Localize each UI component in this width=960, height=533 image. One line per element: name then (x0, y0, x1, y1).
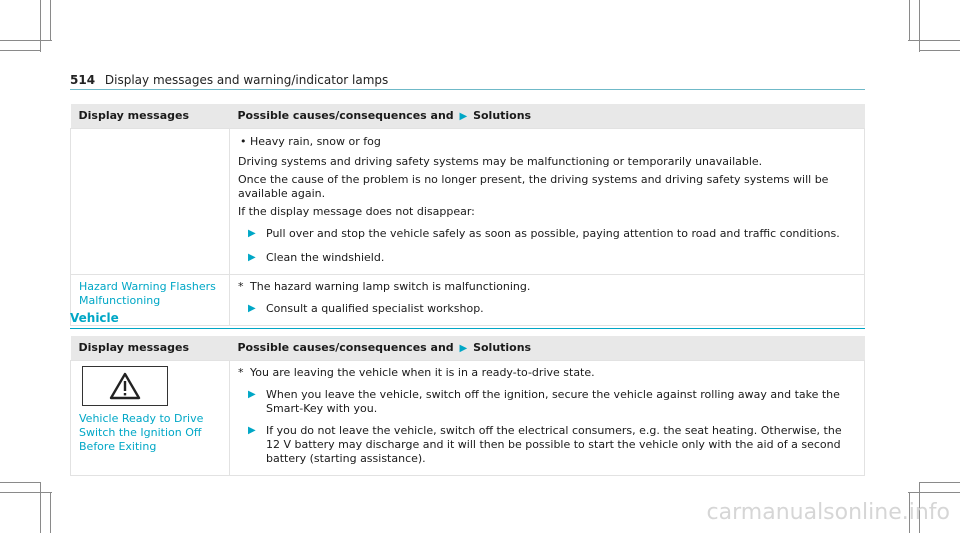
crop-mark (908, 40, 960, 41)
message-table-2 (70, 336, 865, 476)
header-rule (70, 89, 865, 90)
crop-mark (919, 0, 920, 52)
col-header-solutions-text: Solutions (473, 340, 532, 354)
arrow-right-icon: ▶ (248, 228, 256, 239)
cause-cell (230, 129, 865, 275)
solution-step (238, 251, 856, 265)
col-header-display-messages: Display messages (71, 104, 230, 129)
section-rule (70, 328, 865, 329)
crop-mark (40, 0, 41, 52)
paragraph: If the display message does not disappear: (238, 205, 475, 218)
crop-mark (908, 492, 960, 493)
col-header-causes-text: Possible causes/consequences and (237, 108, 454, 122)
arrow-right-icon: ▶ (459, 342, 468, 354)
bullet-item: • Heavy rain, snow or fog (238, 135, 856, 149)
arrow-right-icon: ▶ (248, 303, 256, 314)
crop-mark (0, 50, 40, 51)
cause-cell (230, 361, 865, 476)
solution-step (238, 227, 856, 241)
table-header-row (71, 104, 865, 129)
solution-step-text: Clean the windshield. (266, 251, 385, 264)
table-row (71, 275, 865, 326)
crop-mark (909, 0, 910, 40)
col-header-causes (230, 336, 865, 361)
asterisk-marker: * (238, 280, 244, 293)
crop-mark (50, 492, 51, 533)
solution-step-text: When you leave the vehicle, switch off the ignition, secure the vehicle against rolling away and take the Smart-Key with you. (266, 388, 840, 415)
crop-mark (0, 40, 52, 41)
col-header-display-messages: Display messages (71, 336, 230, 361)
arrow-right-icon: ▶ (248, 389, 256, 400)
paragraph: Once the cause of the problem is no longer present, the driving systems and driving safety systems will be available again. (238, 173, 829, 200)
message-table-1 (70, 104, 865, 326)
page-header (70, 73, 388, 87)
solution-step (238, 388, 856, 416)
solution-step-text: If you do not leave the vehicle, switch off the electrical consumers, e.g. the seat heating. Otherwise, the 12 V battery may discharge and it will then be possible to start the vehicle only with the aid of a second battery (starting assistance). (266, 424, 842, 465)
warning-triangle-icon (82, 366, 168, 406)
cause-cell (230, 275, 865, 326)
arrow-right-icon: ▶ (459, 110, 468, 122)
arrow-right-icon: ▶ (248, 252, 256, 263)
table-header-row (71, 336, 865, 361)
crop-mark (0, 492, 52, 493)
table-row (71, 361, 865, 476)
watermark: carmanualsonline.info (706, 500, 950, 525)
message-link-vehicle-ready[interactable]: Vehicle Ready to Drive Switch the Ignition Off Before Exiting (79, 412, 204, 453)
note-item (238, 366, 856, 380)
paragraph: Driving systems and driving safety systems may be malfunctioning or temporarily unavailable. (238, 155, 763, 168)
message-link-hazard-warning[interactable]: Hazard Warning Flashers Malfunctioning (79, 280, 216, 307)
arrow-right-icon: ▶ (248, 425, 256, 436)
crop-mark (40, 482, 41, 533)
crop-mark (920, 482, 960, 483)
crop-mark (920, 50, 960, 51)
note-text: You are leaving the vehicle when it is in a ready-to-drive state. (250, 366, 595, 379)
note-item (238, 280, 856, 294)
solution-step (238, 302, 856, 316)
solution-step (238, 424, 856, 466)
note-text: The hazard warning lamp switch is malfunctioning. (250, 280, 531, 293)
table-row (71, 129, 865, 275)
col-header-solutions-text: Solutions (473, 108, 532, 122)
asterisk-marker: * (238, 366, 244, 379)
page-number: 514 (70, 73, 96, 87)
message-cell (71, 361, 230, 476)
page-header-title: Display messages and warning/indicator lamps (104, 73, 389, 87)
col-header-causes (230, 104, 865, 129)
crop-mark (50, 0, 51, 40)
crop-mark (0, 482, 40, 483)
solution-step-text: Pull over and stop the vehicle safely as soon as possible, paying attention to road and traffic conditions. (266, 227, 840, 240)
section-title: Vehicle (70, 311, 119, 325)
solution-step-text: Consult a qualified specialist workshop. (266, 302, 484, 315)
message-cell (71, 129, 230, 275)
col-header-causes-text: Possible causes/consequences and (237, 340, 454, 354)
